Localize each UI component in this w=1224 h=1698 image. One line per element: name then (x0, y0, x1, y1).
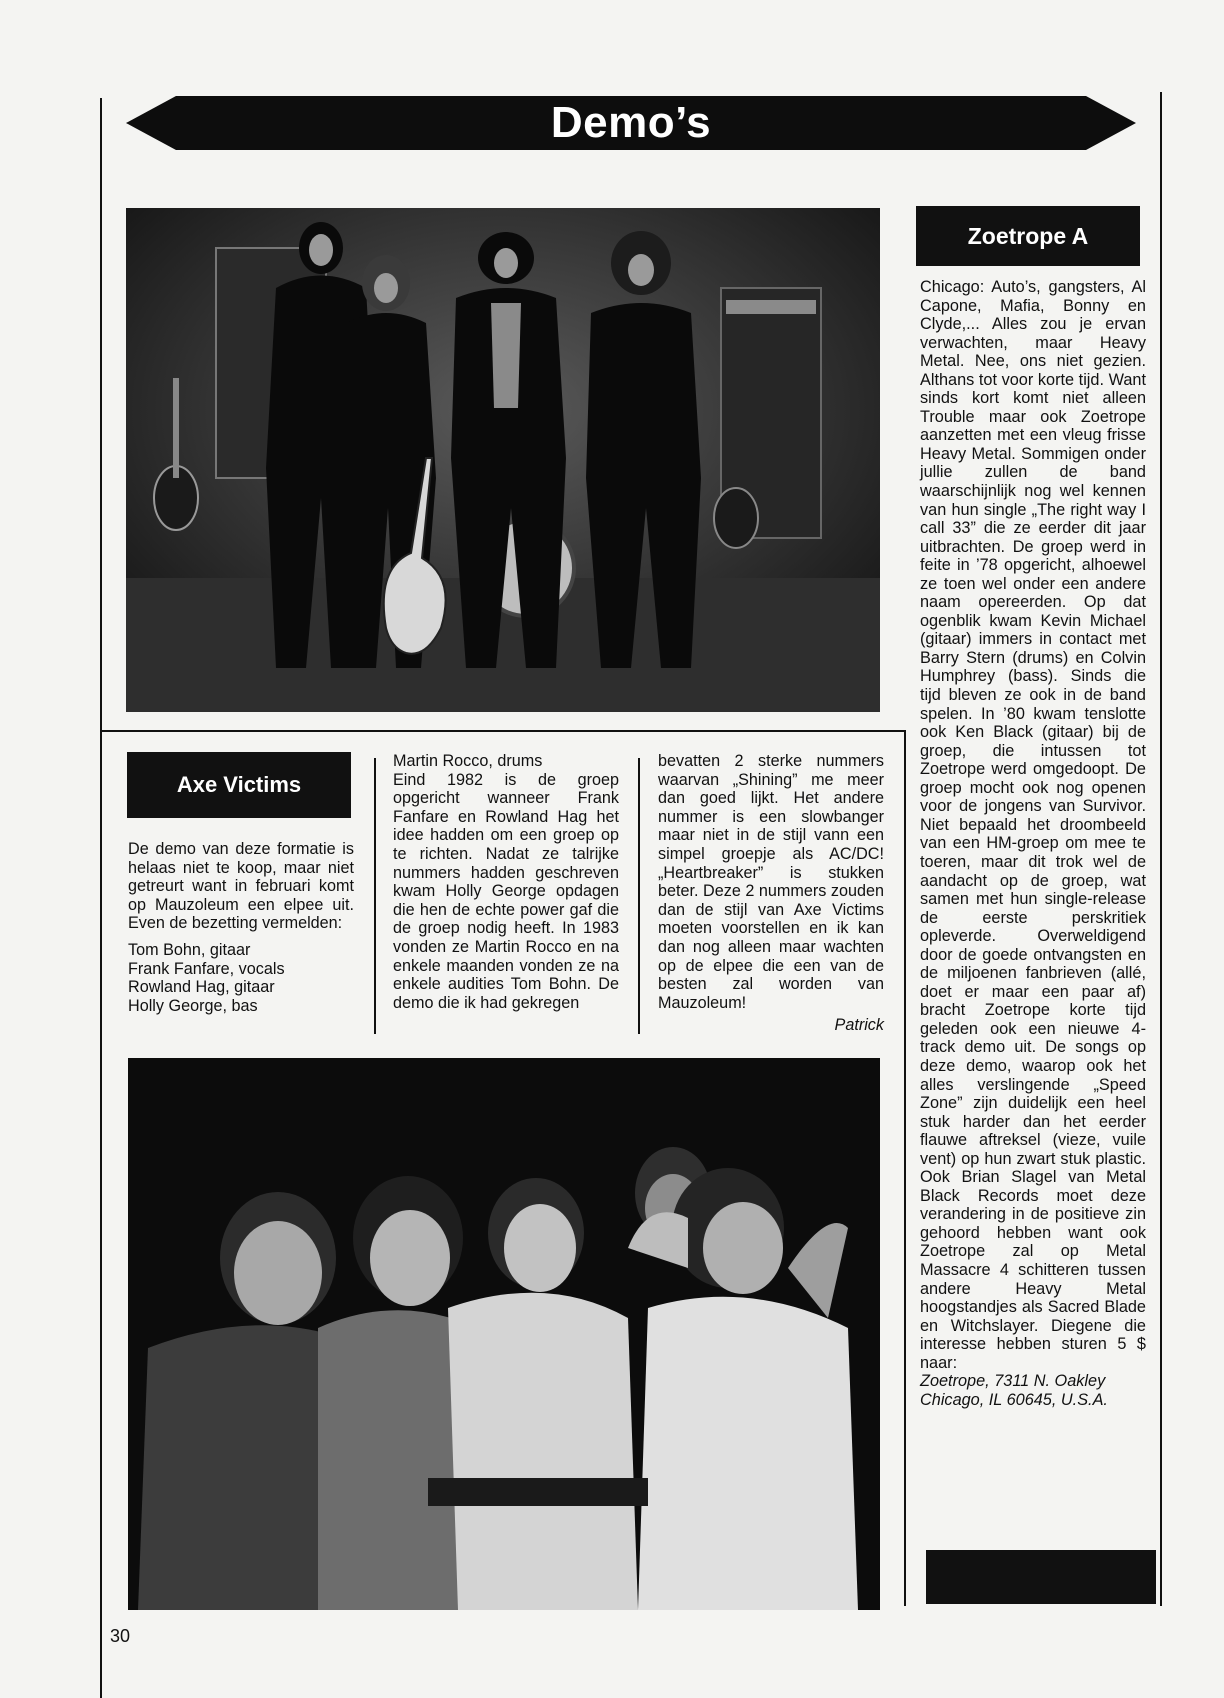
photo-zoetrope-image (126, 208, 880, 712)
column-divider-2 (638, 758, 640, 1034)
axe-column-1 (128, 840, 354, 1015)
photo-axe-victims-image (128, 1058, 880, 1610)
axe-intro: De demo van deze formatie is helaas niet te koop, maar niet getreurt want in februari komt op Mauzoleum een elpee uit. Even de bezetting vermelden: (128, 840, 354, 933)
page-title: Demo’s (550, 98, 712, 147)
author-signature: Patrick (834, 1016, 884, 1035)
axe-column-2-text: Eind 1982 is de groep opgericht wanneer Frank Fanfare en Rowland Hag het idee hadden om een groep op te richten. Nadat ze talrijke nummers hadden geschreven kwam Holly George opdagen die hen de echte power gaf die de groep nodig heeft. In 1983 vonden ze Martin Rocco en na enkele maanden vonden ze na enkele audities Tom Bohn. De demo die ik had gekregen (393, 770, 619, 1012)
column-divider-1 (374, 758, 376, 1034)
lineup-item: Martin Rocco, drums (393, 752, 543, 770)
zoetrope-body: Chicago: Auto’s, gangsters, Al Capone, Mafia, Bonny en Clyde,... Alles zou je ervan verwachten, maar Heavy Metal. Nee, ons niet gezien. Althans tot voor korte tijd. Want sinds kort komt niet alleen Trouble maar ook Zoetrope aanzetten met een vleug frisse Heavy Metal. Sommigen onder jullie zullen de band waarschijnlijk nog wel kennen van hun single „The right way I call 33” die ze eerder dit jaar uitbrachten. De groep werd in feite in ’78 opgericht, alhoewel ze toen wel onder een andere naam opereerden. Op dat ogenblik kwam Kevin Michael (gitaar) immers in contact met Barry Stern (drums) en Colvin Humphrey (bass). Sinds die tijd bleven ze ook in de band spelen. In ’80 kwam tenslotte ook Ken Black (gitaar) bij de groep, die intussen tot Zoetrope werd omgedoopt. De groep mocht ook nog openen voor de jongens van Survivor. Niet bepaald het droombeeld van een HM-groep om mee te toeren, maar dit trok wel de aandacht op de groep, wat samen met hun single-release de eerste perskritiek opleverde. Overweldigend door de goede ontvangsten en de miljoenen fanbrieven (allé, doet er maar een paar af) bracht Zoetrope korte tijd geleden ook een nieuwe 4-track demo uit. De songs op deze demo, waarop ook het alles verslingende „Speed Zone” zijn duidelijk een heel stuk harder dan het eerder flauwe aftreksel (vieze, vuile vent) op hun zwart stuk plastic. Ook Brian Slagel van Metal Black Records moet deze verandering in de positieve zin gehoord hebben want ook Zoetrope zal op Metal Massacre 4 schitteren tussen andere Heavy Metal hoogstandjes als Sacred Blade en Witchslayer. Diegene die interesse hebben sturen 5 $ naar: (920, 278, 1146, 1372)
left-border-line (100, 98, 102, 1698)
lineup-item: Frank Fanfare, vocals (128, 959, 285, 978)
section-divider-line (100, 730, 905, 732)
lineup-item: Tom Bohn, gitaar (128, 940, 251, 959)
sidebar-divider (904, 730, 906, 1606)
zoetrope-address-line-1: Zoetrope, 7311 N. Oakley (920, 1372, 1106, 1391)
axe-column-2 (393, 752, 619, 1012)
lineup-item: Rowland Hag, gitaar (128, 978, 275, 997)
right-border-line (1160, 92, 1162, 1606)
axe-victims-heading: Axe Victims (127, 752, 351, 818)
axe-column-3-text: bevatten 2 sterke nummers waarvan „Shining” me meer dan goed lijkt. Het andere nummer is een slowbanger maar niet in de stijl vann een simpel groepje als AC/DC! „Heartbreaker” is stukken beter. Deze 2 nummers zouden dan de stijl van Axe Victims moeten voorstellen en ik kan dan nog alleen maar wachten op de elpee die een van de besten zal worden van Mauzoleum! (658, 752, 884, 1012)
axe-column-3 (658, 752, 884, 1035)
section-banner (126, 96, 1136, 150)
photo-axe-victims-band (128, 1058, 880, 1610)
lineup-item: Holly George, bas (128, 996, 258, 1015)
zoetrope-heading: Zoetrope A (916, 206, 1140, 266)
zoetrope-address-line-2: Chicago, IL 60645, U.S.A. (920, 1390, 1108, 1409)
sidebar-black-box (926, 1550, 1156, 1604)
page-number: 30 (110, 1626, 131, 1646)
photo-zoetrope-band (126, 208, 880, 712)
zoetrope-article (920, 278, 1146, 1409)
